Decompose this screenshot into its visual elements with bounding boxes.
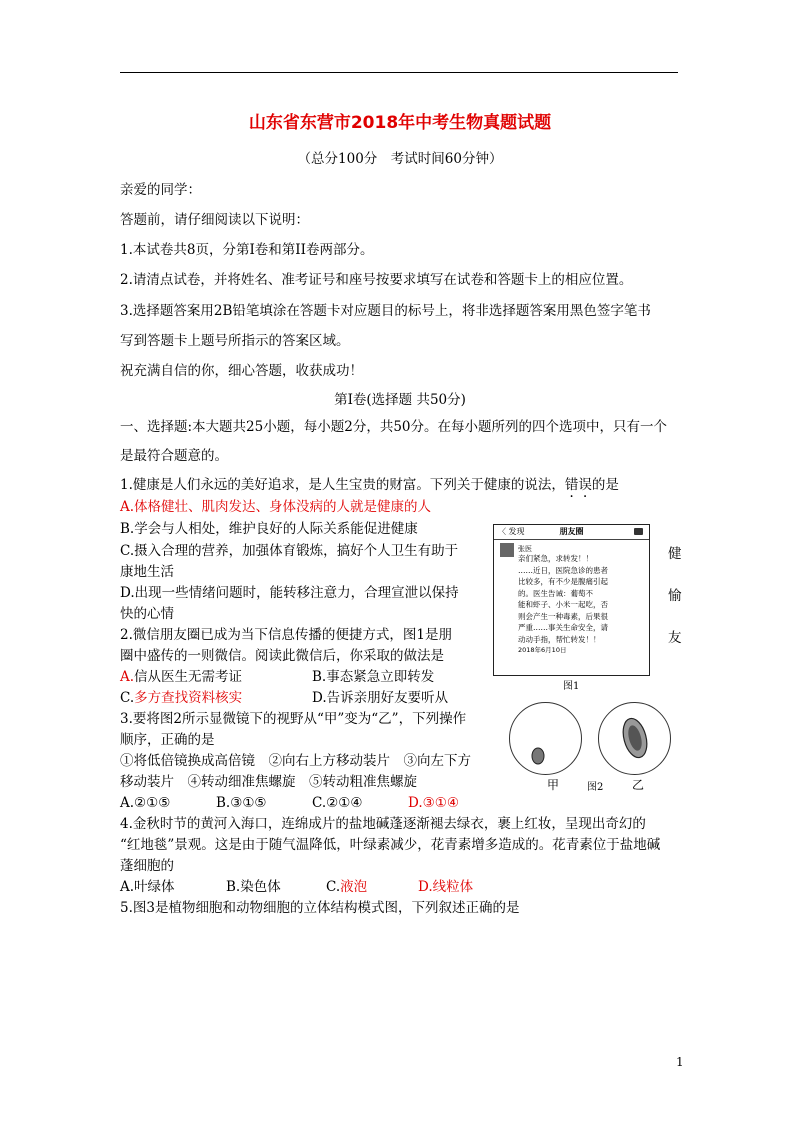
label-yi: 乙: [632, 778, 645, 792]
figure-1-caption: 图1: [563, 681, 580, 692]
emphasis-char: 误: [578, 477, 592, 493]
q1-stem: 1.健康是人们永远的美好追求，是人生宝贵的财富。下列关于健康的说法，错误的是: [120, 477, 619, 493]
q1-option-c-cont: 康地生活: [120, 564, 174, 580]
post-date: 2018年6月10日: [518, 646, 567, 654]
instruction-3: 3.选择题答案用2B铅笔填涂在答题卡对应题目的标号上，将非选择题答案用黑色签字笔书: [120, 303, 651, 319]
q3-option-a: A.②①⑤: [120, 795, 171, 811]
q4-stem: 4.金秋时节的黄河入海口，连绵成片的盐地碱蓬逐渐褪去绿衣，裹上红妆，呈现出奇幻的: [120, 816, 646, 832]
figure-2-caption: 图2: [587, 782, 604, 793]
q3-steps: ①将低倍镜换成高倍镜 ②向右上方移动装片 ③向左下方: [120, 753, 471, 769]
camera-icon: [634, 528, 643, 535]
q4-option-d: D.线粒体: [418, 879, 474, 895]
label-jia: 甲: [547, 778, 560, 792]
q1-option-b: B.学会与人相处，维护良好的人际关系能促进健康: [120, 521, 418, 537]
instruction-lead: 答题前，请仔细阅读以下说明：: [120, 212, 309, 228]
q2-option-a: A.信从医生无需考证: [120, 669, 243, 685]
poster-name: 张医: [518, 545, 532, 553]
q2-stem: 2.微信朋友圈已成为当下信息传播的便捷方式，图1是朋: [120, 627, 452, 643]
q4-option-b: B.染色体: [226, 879, 281, 895]
instruction-1: 1.本试卷共8页，分第I卷和第II卷两部分。: [120, 242, 374, 258]
emphasis-char: 错: [564, 477, 579, 493]
q1-option-d-cont: 快的心情: [120, 606, 174, 622]
page-title: 山东省东营市2018年中考生物真题试题: [248, 113, 552, 133]
post-body: [494, 540, 649, 657]
instruction-2: 2.请清点试卷，并将姓名、准考证号和座号按要求填写在试卷和答题卡上的相应位置。: [120, 272, 633, 288]
q5-stem: 5.图3是植物细胞和动物细胞的立体结构模式图，下列叙述正确的是: [120, 900, 520, 916]
q1-option-c: C.摄入合理的营养，加强体育锻炼，搞好个人卫生有助于: [120, 543, 459, 559]
q3-option-d: D.③①④: [408, 795, 459, 811]
q2-option-d: D.告诉亲朋好友要听从: [312, 690, 449, 706]
moments-title: 朋友圈: [559, 527, 584, 536]
q1-option-a: A.体格健壮、肌肉发达、身体没病的人就是健康的人: [120, 499, 432, 515]
header-rule: [120, 72, 678, 73]
q2-option-c: C.多方查找资料核实: [120, 690, 243, 706]
wrapped-char: 友: [668, 630, 682, 646]
section-heading: 第Ⅰ卷(选择题 共50分): [334, 392, 466, 408]
exam-info: （总分100分 考试时间60分钟）: [297, 151, 503, 167]
section-instruction: 一、选择题:本大题共25小题，每小题2分，共50分。在每小题所列的四个选项中，只有一个: [120, 419, 667, 435]
greeting: 亲爱的同学：: [120, 182, 201, 198]
q4-stem-cont2: 蓬细胞的: [120, 858, 174, 874]
q3-option-c: C.②①④: [312, 795, 363, 811]
phone-title-bar: [494, 525, 649, 540]
q4-option-c-text: 液泡: [340, 879, 368, 895]
field-of-view-yi: [598, 702, 671, 775]
q3-stem-cont: 顺序，正确的是: [120, 732, 215, 748]
section-instruction-cont: 是最符合题意的。: [120, 448, 228, 464]
post-text: 亲们紧急，求转发！！ ……近日，医院急诊的患者 比较多，有不少是腹痛引起 的。医生告诫：葡萄不 能和虾子、小米一起吃，否 则会产生一种毒素，后果很 严重……事关生命安全，请 动动手指，帮忙转发！！ 2018年6月10日: [518, 553, 643, 657]
q2-option-b: B.事态紧急立即转发: [312, 669, 435, 685]
page-number: 1: [676, 1055, 684, 1069]
avatar: [500, 543, 514, 557]
figure-1-phone-screenshot: [493, 524, 650, 676]
q3-steps-cont: 移动装片 ④转动细准焦螺旋 ⑤转动粗准焦螺旋: [120, 774, 417, 790]
instruction-3-cont: 写到答题卡上题号所指示的答案区域。: [120, 333, 350, 349]
wrapped-char: 愉: [668, 588, 682, 604]
cell-small-icon: [510, 703, 581, 774]
q4-option-c: C.液泡: [326, 879, 368, 895]
q3-stem: 3.要将图2所示显微镜下的视野从“甲”变为“乙”，下列操作: [120, 711, 467, 727]
q3-option-b: B.③①⑤: [216, 795, 267, 811]
q4-stem-cont: “红地毯”景观。这是由于随气温降低，叶绿素减少，花青素增多造成的。花青素位于盐地碱: [120, 837, 661, 853]
q2-stem-cont: 圈中盛传的一则微信。阅读此微信后，你采取的做法是: [120, 648, 444, 664]
q4-option-a: A.叶绿体: [120, 879, 175, 895]
field-of-view-jia: [509, 702, 582, 775]
cell-large-icon: [599, 703, 670, 774]
q1-option-d: D.出现一些情绪问题时，能转移注意力，合理宣泄以保持: [120, 585, 459, 601]
back-link: 〈 发现: [498, 527, 525, 536]
wish-text: 祝充满自信的你，细心答题，收获成功！: [120, 363, 363, 379]
wrapped-char: 健: [668, 546, 682, 562]
